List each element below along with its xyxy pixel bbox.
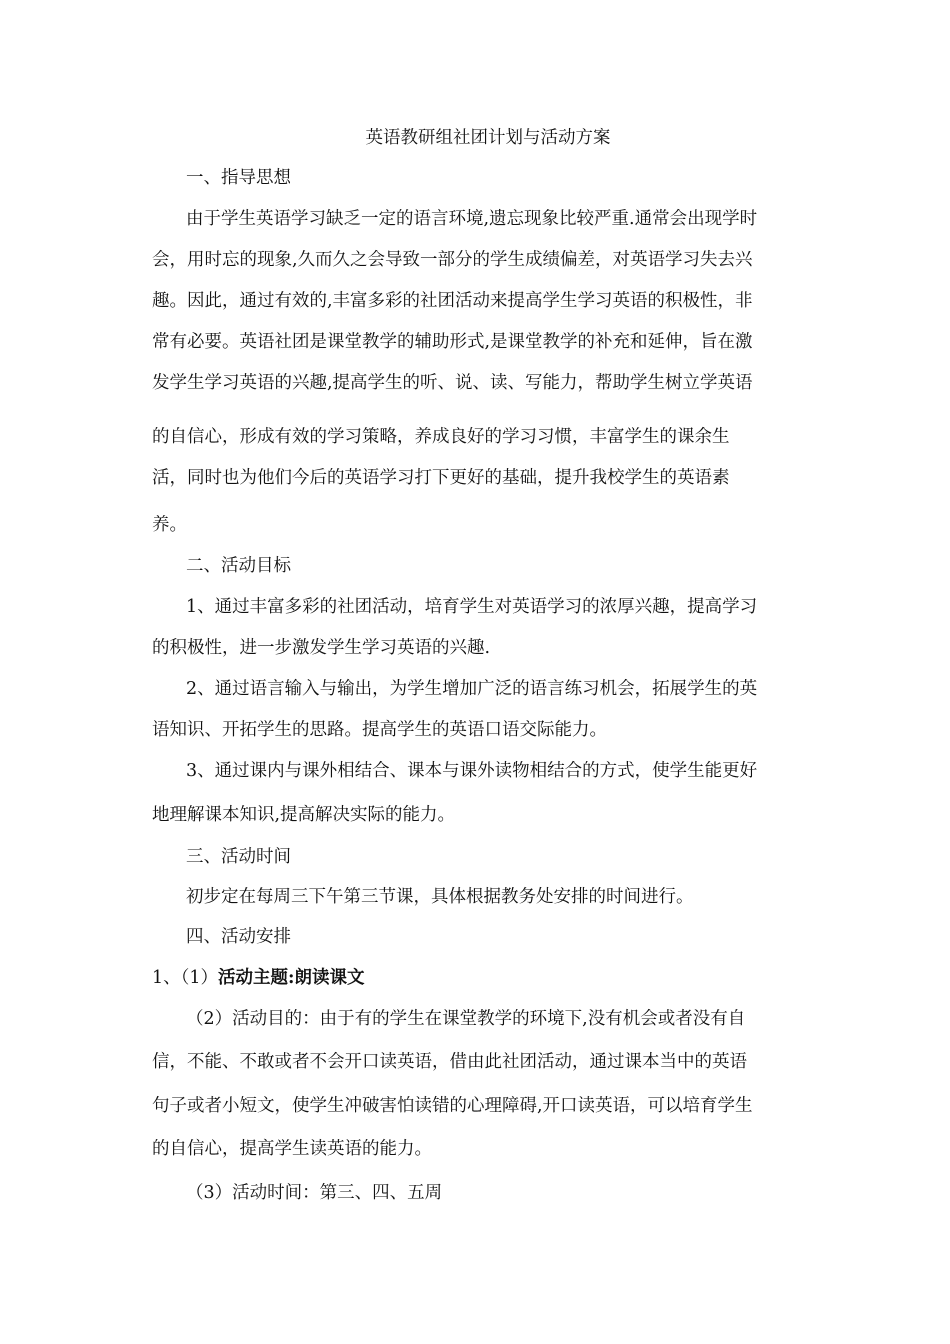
paragraph-line: 3、通过课内与课外相结合、课本与课外读物相结合的方式，使学生能更好	[186, 761, 758, 781]
paragraph-line: 会，用时忘的现象,久而久之会导致一部分的学生成绩偏差，对英语学习失去兴	[152, 250, 753, 270]
paragraph-line: 常有必要。英语社团是课堂教学的辅助形式,是课堂教学的补充和延伸，旨在激	[152, 332, 753, 352]
document-title: 英语教研组社团计划与活动方案	[365, 128, 611, 148]
heading-activity-time: 三、活动时间	[186, 847, 291, 867]
paragraph-line: 初步定在每周三下午第三节课，具体根据教务处安排的时间进行。	[186, 887, 694, 907]
paragraph-line: 活，同时也为他们今后的英语学习打下更好的基础，提升我校学生的英语素	[152, 468, 730, 488]
paragraph-line: 由于学生英语学习缺乏一定的语言环境,遗忘现象比较严重.通常会出现学时	[186, 209, 758, 229]
paragraph-line: 信，不能、不敢或者不会开口读英语，借由此社团活动，通过课本当中的英语	[152, 1052, 747, 1072]
paragraph-line: 养。	[152, 515, 187, 535]
heading-activity-goals: 二、活动目标	[186, 556, 291, 576]
paragraph-line: 发学生学习英语的兴趣,提高学生的听、说、读、写能力，帮助学生树立学英语	[152, 373, 753, 393]
paragraph-line: 语知识、开拓学生的思路。提高学生的英语口语交际能力。	[152, 720, 607, 740]
paragraph-line: 的积极性，进一步激发学生学习英语的兴趣.	[152, 638, 491, 658]
paragraph-line: 的自信心，形成有效的学习策略，养成良好的学习习惯，丰富学生的课余生	[152, 427, 730, 447]
paragraph-line: 1、通过丰富多彩的社团活动，培育学生对英语学习的浓厚兴趣，提高学习	[186, 597, 758, 617]
heading-guiding-idea: 一、指导思想	[186, 168, 291, 188]
paragraph-line: （3）活动时间：第三、四、五周	[186, 1183, 443, 1203]
activity-prefix: 1、（1）	[152, 968, 219, 988]
paragraph-line: 句子或者小短文，使学生冲破害怕读错的心理障碍,开口读英语，可以培育学生	[152, 1096, 753, 1116]
heading-activity-arrangement: 四、活动安排	[186, 927, 291, 947]
paragraph-line: 地理解课本知识,提高解决实际的能力。	[152, 805, 456, 825]
paragraph-line: 的自信心，提高学生读英语的能力。	[152, 1139, 432, 1159]
activity-item	[152, 966, 365, 990]
paragraph-line: 趣。因此，通过有效的,丰富多彩的社团活动来提高学生学习英语的积极性，非	[152, 291, 753, 311]
paragraph-line: 2、通过语言输入与输出，为学生增加广泛的语言练习机会，拓展学生的英	[186, 679, 758, 699]
activity-theme: 活动主题:朗读课文	[218, 968, 365, 988]
paragraph-line: （2）活动目的：由于有的学生在课堂教学的环境下,没有机会或者没有自	[186, 1009, 746, 1029]
